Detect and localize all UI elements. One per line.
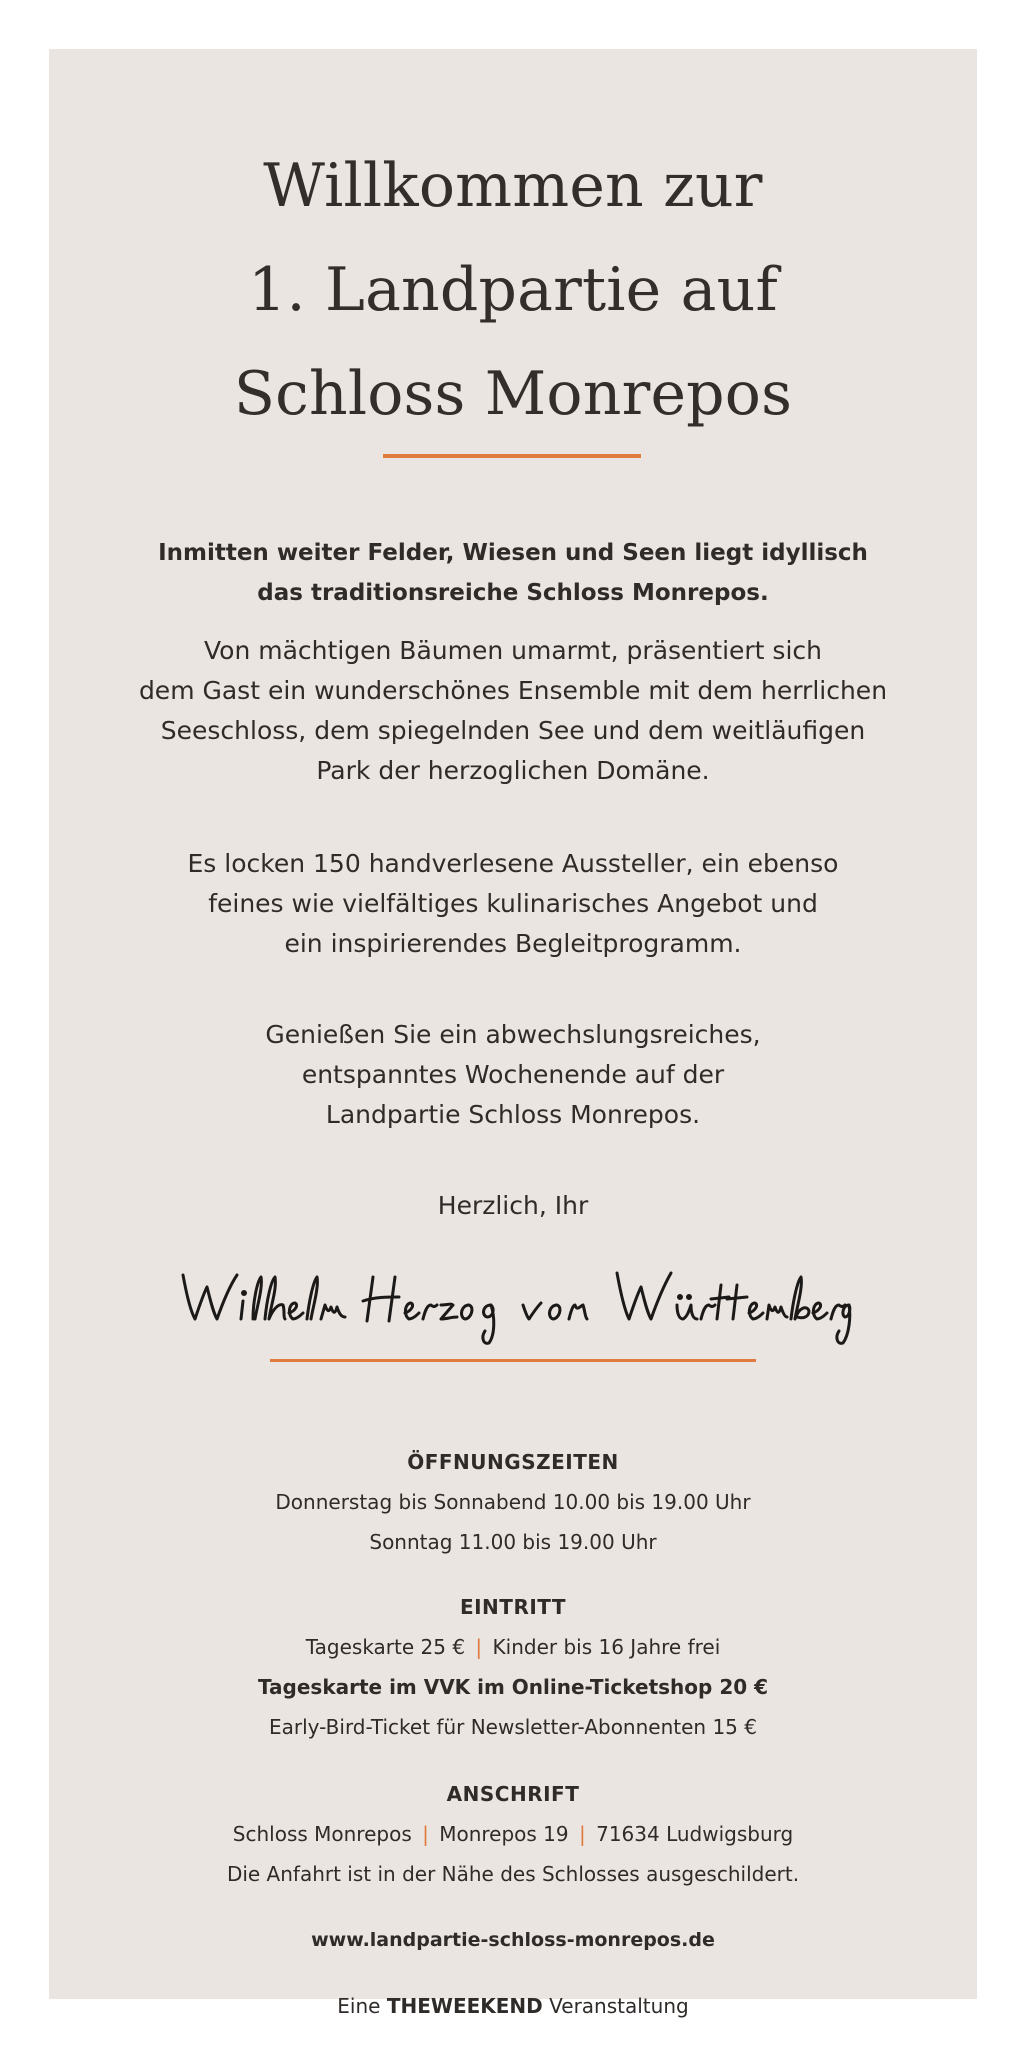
page-title [49,134,977,446]
separator: | [475,1635,483,1659]
children-free: Kinder bis 16 Jahre frei [492,1635,721,1659]
intro-paragraph [49,533,977,613]
opening-hours-line: Sonntag 11.00 bis 19.00 Uhr [369,1530,657,1554]
intro-line: Inmitten weiter Felder, Wiesen und Seen liegt idyllisch [158,540,868,566]
separator: | [422,1822,429,1846]
address-street: Monrepos 19 [439,1822,569,1846]
organizer-suffix: Veranstaltung [549,1994,689,2018]
address-heading: ANSCHRIFT [446,1782,580,1806]
separator: | [579,1822,586,1846]
title-divider [383,454,641,458]
organizer-prefix: Eine [337,1994,381,2018]
early-bird-price: Early-Bird-Ticket für Newsletter-Abonnenten 15 € [269,1715,757,1739]
address-section [49,1774,977,1894]
admission-prices [49,1627,977,1667]
opening-hours-heading: ÖFFNUNGSZEITEN [407,1450,619,1474]
description-paragraph-1 [49,631,977,791]
presale-price: Tageskarte im VVK im Online-Ticketshop 20 € [257,1675,769,1699]
intro-line: das traditionsreiche Schloss Monrepos. [257,580,769,606]
paragraph-line: entspanntes Wochenende auf der [301,1060,725,1089]
opening-hours-line: Donnerstag bis Sonnabend 10.00 bis 19.00 Uhr [275,1490,751,1514]
invitation-card [49,49,977,2018]
day-ticket-price: Tageskarte 25 € [305,1635,466,1659]
title-line: Willkommen zur [263,151,763,221]
signature-divider [270,1359,756,1362]
title-line: Schloss Monrepos [233,359,793,429]
address-line [49,1814,977,1854]
paragraph-line: Seeschloss, dem spiegelnden See und dem weitläufigen [160,716,866,745]
paragraph-line: ein inspirierendes Begleitprogramm. [284,929,742,958]
greeting: Herzlich, Ihr [437,1191,589,1220]
admission-heading: EINTRITT [459,1595,567,1619]
paragraph-line: Es locken 150 handverlesene Aussteller, ein ebenso [187,849,839,878]
handwritten-signature [49,1257,977,1347]
paragraph-line: dem Gast ein wunderschönes Ensemble mit dem herrlichen [138,676,888,705]
description-paragraph-2 [49,844,977,964]
directions-note: Die Anfahrt ist in der Nähe des Schlosses ausgeschildert. [226,1862,800,1886]
address-city: 71634 Ludwigsburg [596,1822,794,1846]
title-line: 1. Landpartie auf [248,255,778,325]
opening-hours-section [49,1442,977,1562]
paragraph-line: Von mächtigen Bäumen umarmt, präsentiert sich [204,636,822,665]
description-paragraph-3 [49,1015,977,1135]
organizer-brand: THEWEEKEND [386,1994,543,2018]
paragraph-line: feines wie vielfältiges kulinarisches Angebot und [208,889,818,918]
paragraph-line: Park der herzoglichen Domäne. [316,756,710,785]
paragraph-line: Landpartie Schloss Monrepos. [325,1100,701,1129]
website-link[interactable]: www.landpartie-schloss-monrepos.de [311,1929,715,1951]
admission-section [49,1587,977,1747]
organizer-line [49,1986,977,2026]
address-place: Schloss Monrepos [232,1822,412,1846]
paragraph-line: Genießen Sie ein abwechslungsreiches, [265,1020,761,1049]
